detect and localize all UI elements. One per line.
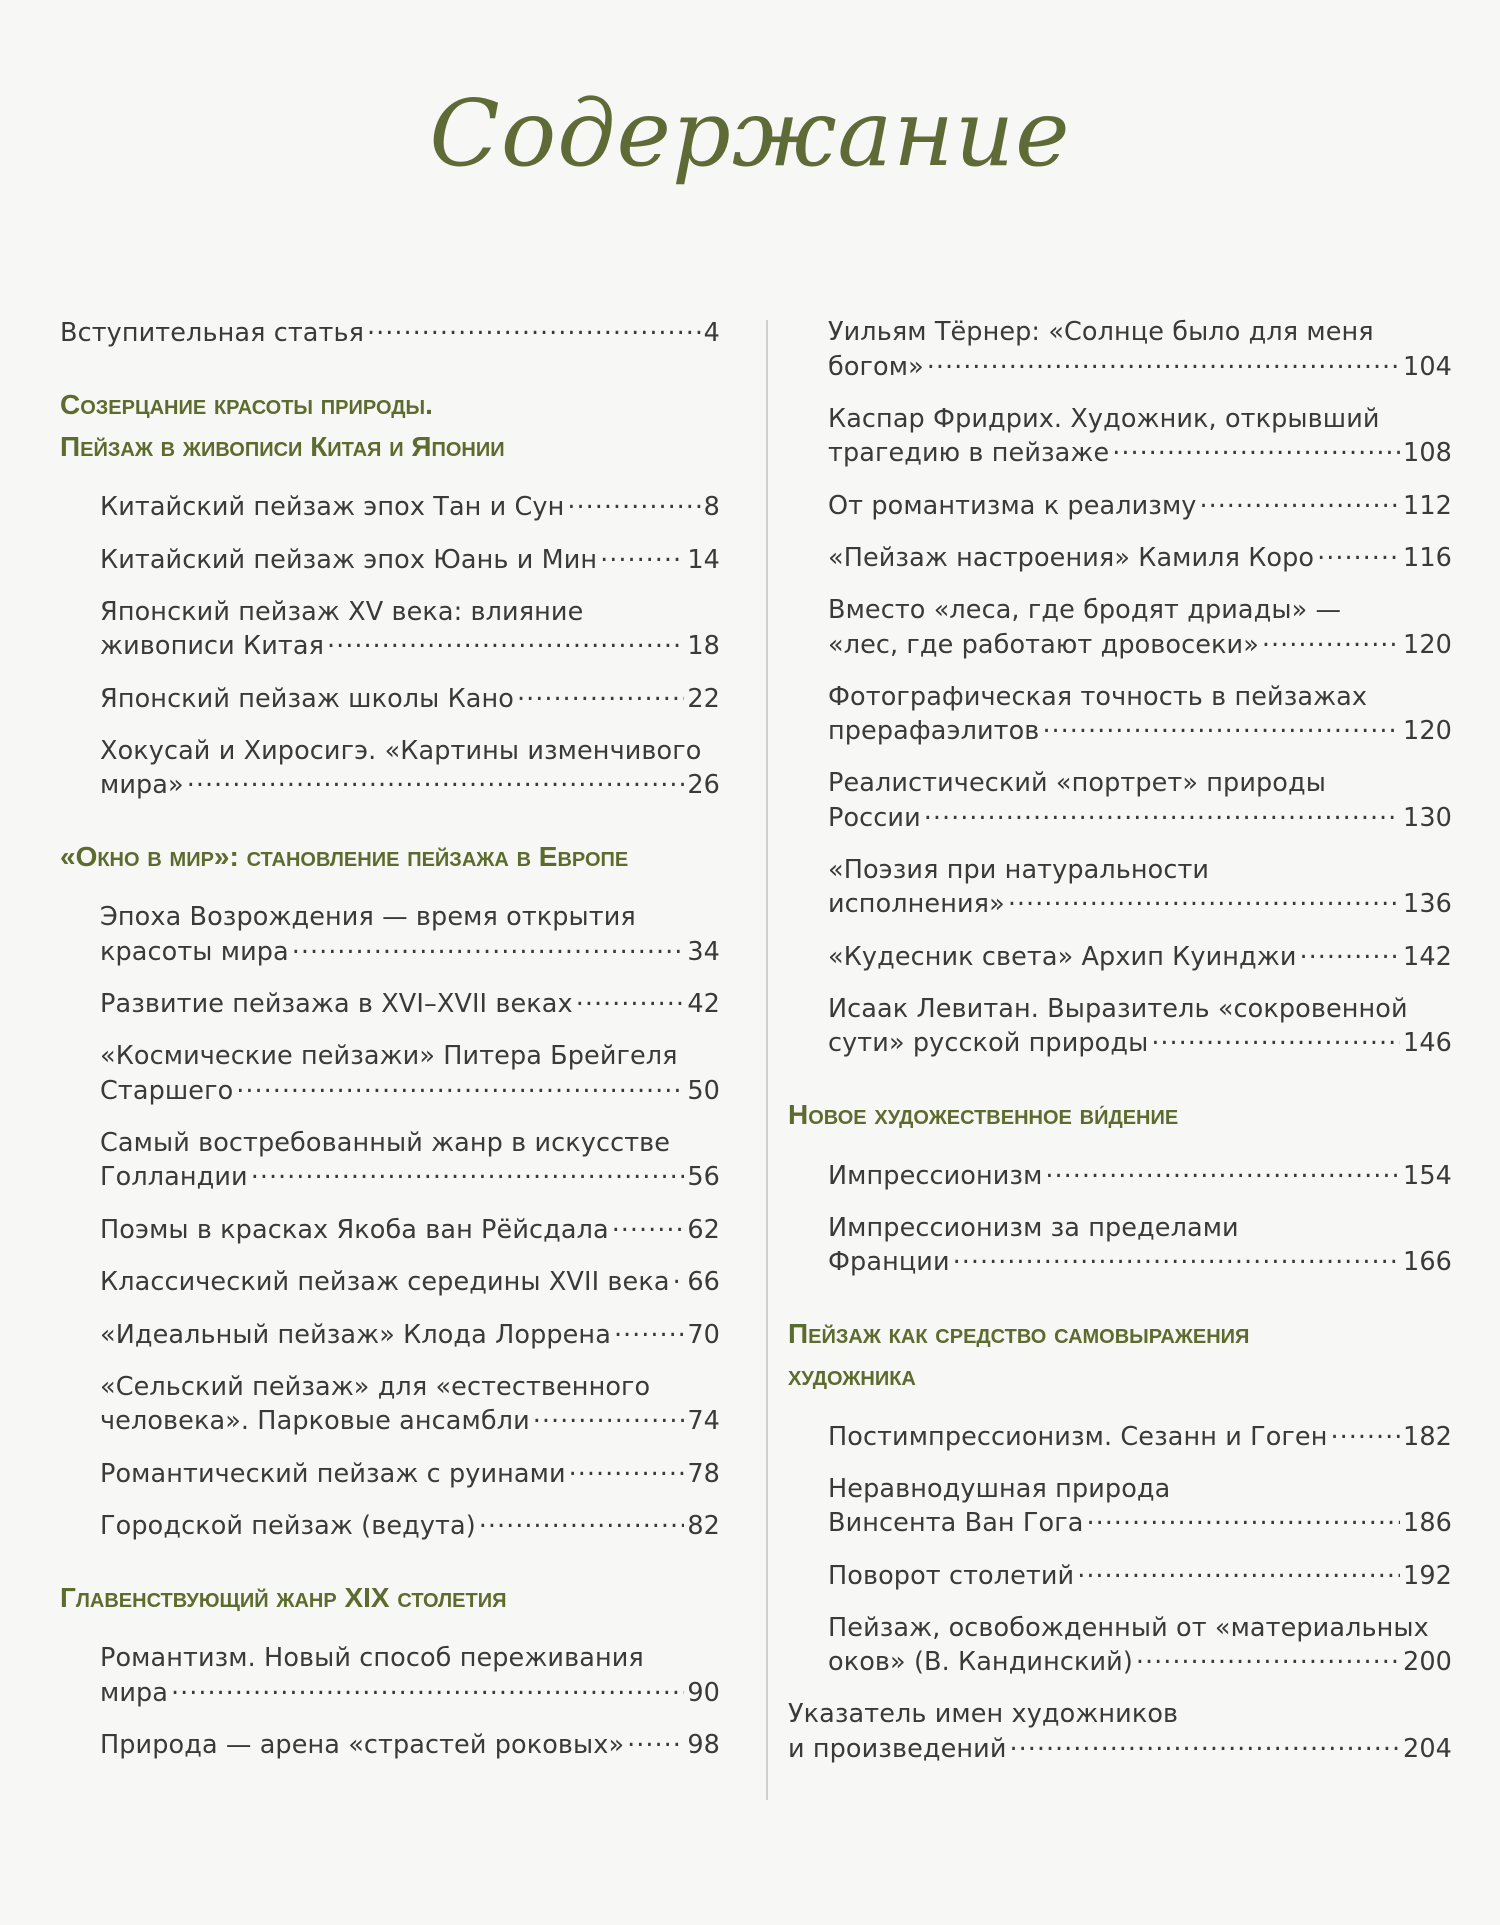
page-number: 42: [687, 989, 720, 1019]
toc-entry[interactable]: [100, 900, 720, 969]
section-heading: [788, 1313, 1452, 1397]
dot-leader: [517, 681, 684, 707]
toc-entry-title: Классический пейзаж середины XVII века: [100, 1267, 670, 1297]
page-number: 14: [687, 544, 720, 575]
toc-entry[interactable]: [100, 681, 720, 716]
page-number: 82: [687, 1511, 720, 1541]
dot-leader: [1077, 1558, 1400, 1584]
toc-entry[interactable]: [828, 680, 1452, 749]
toc-entry-title: Винсента Ван Гога: [828, 1508, 1084, 1538]
toc-entry-title: прерафаэлитов: [828, 716, 1040, 746]
toc-entry-title: Городской пейзаж (ведута): [100, 1511, 476, 1541]
page-number: 4: [703, 317, 720, 348]
dot-leader: [627, 1728, 684, 1754]
toc-entry[interactable]: [100, 1126, 720, 1195]
toc-entry-title-line: «Космические пейзажи» Питера Брейгеля: [100, 1041, 678, 1071]
page-number: 166: [1403, 1247, 1452, 1277]
dot-leader: [927, 349, 1400, 375]
toc-entry[interactable]: [100, 1456, 720, 1491]
dot-leader: [236, 1073, 684, 1099]
toc-entry-title-line: Уильям Тёрнер: «Солнце было для меня: [828, 317, 1374, 347]
toc-entry-title: Природа — арена «страстей роковых»: [100, 1730, 625, 1760]
toc-entry-title: «лес, где работают дровосеки»: [828, 629, 1259, 660]
toc-entry-title-line: Самый востребованный жанр в искусстве: [100, 1127, 671, 1158]
toc-entry[interactable]: [100, 1641, 720, 1710]
toc-entry-title: России: [828, 802, 921, 833]
toc-entry-title: Японский пейзаж школы Кано: [100, 683, 515, 714]
toc-entry-title: Романтический пейзаж с руинами: [100, 1458, 566, 1489]
dot-leader: [576, 987, 685, 1013]
toc-entry[interactable]: [828, 1419, 1452, 1454]
toc-entry-title: исполнения»: [828, 889, 1005, 919]
toc-entry[interactable]: [828, 766, 1452, 835]
dot-leader: [1136, 1645, 1400, 1671]
toc-entry[interactable]: [828, 992, 1452, 1061]
toc-entry-title-line: Каспар Фридрих. Художник, открывший: [828, 403, 1380, 434]
toc-entry[interactable]: [828, 853, 1452, 922]
toc-entry[interactable]: [100, 987, 720, 1022]
toc-entry[interactable]: [828, 593, 1452, 662]
toc-entry[interactable]: [788, 1697, 1452, 1766]
toc-entry[interactable]: [60, 315, 720, 350]
section-heading-line: художника: [788, 1360, 916, 1391]
toc-entry-title: мира»: [100, 770, 184, 800]
toc-entry-title: «Идеальный пейзаж» Клода Лоррена: [100, 1319, 611, 1350]
page-number: 90: [687, 1677, 720, 1708]
dot-leader: [1042, 714, 1400, 740]
dot-leader: [1262, 627, 1400, 653]
toc-entry-title: живописи Китая: [100, 631, 325, 661]
toc-entry-title: Постимпрессионизм. Сезанн и Гоген: [828, 1421, 1328, 1452]
toc-entry-title-line: Вместо «леса, где бродят дриады» —: [828, 595, 1342, 625]
section-heading-line: Созерцание красоты природы.: [60, 388, 433, 420]
toc-entry-title-line: Исаак Левитан. Выразитель «сокровенной: [828, 993, 1408, 1024]
dot-leader: [292, 934, 685, 960]
page-number: 34: [687, 936, 720, 967]
dot-leader: [600, 542, 684, 568]
page-number: 108: [1403, 438, 1452, 468]
toc-entry-title: и произведений: [788, 1733, 1007, 1764]
page-number: 56: [687, 1162, 720, 1192]
dot-leader: [673, 1265, 685, 1291]
toc-entry-title: Китайский пейзаж эпох Юань и Мин: [100, 544, 598, 575]
column-divider: [766, 320, 768, 1800]
page-number: 98: [687, 1730, 720, 1760]
toc-entry-title: мира: [100, 1677, 169, 1708]
toc-entry-title: Вступительная статья: [60, 317, 365, 348]
page-number: 22: [687, 683, 720, 714]
page-number: 8: [703, 492, 720, 522]
page-number: 74: [687, 1406, 720, 1436]
page-number: 78: [687, 1458, 720, 1489]
section-heading-line: Пейзаж как средство самовыражения: [788, 1318, 1250, 1349]
dot-leader: [1112, 436, 1400, 462]
dot-leader: [567, 490, 700, 516]
toc-entry[interactable]: [100, 1509, 720, 1544]
toc-entry[interactable]: [828, 488, 1452, 523]
dot-leader: [251, 1160, 685, 1186]
toc-entry[interactable]: [100, 1728, 720, 1763]
toc-entry-title: сути» русской природы: [828, 1028, 1149, 1058]
toc-entry-title-line: «Сельский пейзаж» для «естественного: [100, 1371, 651, 1402]
dot-leader: [1008, 887, 1400, 913]
toc-entry-title-line: Хокусай и Хиросигэ. «Картины изменчивого: [100, 735, 702, 766]
dot-leader: [1317, 541, 1400, 567]
page-number: 182: [1403, 1421, 1452, 1452]
page-number: 130: [1403, 802, 1452, 833]
section-heading-line: Пейзаж в живописи Китая и Японии: [60, 430, 505, 462]
page-number: 146: [1403, 1028, 1452, 1058]
section-heading: [788, 1094, 1452, 1136]
page-number: 62: [687, 1214, 720, 1245]
toc-entry-title: трагедию в пейзаже: [828, 438, 1110, 468]
toc-entry-title: Старшего: [100, 1075, 234, 1106]
page-number: 70: [687, 1319, 720, 1350]
dot-leader: [924, 800, 1400, 826]
dot-leader: [1300, 939, 1401, 965]
toc-entry-title-line: Романтизм. Новый способ переживания: [100, 1643, 644, 1673]
page-title: Содержание: [429, 80, 1071, 187]
toc-entry-title: Франции: [828, 1247, 950, 1277]
toc-entry[interactable]: [100, 1317, 720, 1352]
section-heading-line: Главенствующий жанр XIX столетия: [60, 1582, 507, 1613]
toc-entry[interactable]: [828, 315, 1452, 384]
toc-left-column: [60, 315, 720, 1780]
toc-entry[interactable]: [828, 939, 1452, 974]
toc-entry-title: человека». Парковые ансамбли: [100, 1406, 530, 1436]
toc-entry[interactable]: [100, 734, 720, 803]
page-number: 26: [687, 770, 720, 800]
dot-leader: [533, 1404, 685, 1430]
toc-entry-title: Импрессионизм: [828, 1160, 1043, 1191]
toc-entry[interactable]: [100, 1212, 720, 1247]
toc-entry-title: Голландии: [100, 1162, 248, 1192]
toc-entry[interactable]: [100, 595, 720, 664]
section-heading: [60, 1577, 720, 1619]
dot-leader: [327, 629, 684, 655]
toc-entry[interactable]: [828, 1158, 1452, 1193]
dot-leader: [953, 1245, 1400, 1271]
dot-leader: [171, 1675, 684, 1701]
page-number: 186: [1403, 1508, 1452, 1538]
toc-entry-title-line: Импрессионизм за пределами: [828, 1212, 1239, 1243]
section-heading: [60, 836, 720, 878]
toc-entry-title: «Кудесник света» Архип Куинджи: [828, 941, 1297, 972]
section-heading-line: Новое художественное ви́дение: [788, 1099, 1179, 1130]
page-number: 154: [1403, 1160, 1452, 1191]
section-heading-line: «Окно в мир»: становление пейзажа в Европе: [60, 841, 629, 872]
page-number: 116: [1403, 543, 1452, 573]
toc-entry-title: Поворот столетий: [828, 1560, 1075, 1591]
page-number: 192: [1403, 1560, 1452, 1591]
dot-leader: [1086, 1506, 1400, 1532]
toc-entry-title-line: Указатель имен художников: [788, 1699, 1179, 1729]
toc-entry-title: богом»: [828, 351, 924, 382]
toc-entry[interactable]: [828, 1472, 1452, 1541]
toc-entry-title: «Пейзаж настроения» Камиля Коро: [828, 543, 1315, 573]
page-number: 104: [1403, 351, 1452, 382]
page-number: 142: [1403, 941, 1452, 972]
dot-leader: [569, 1456, 685, 1482]
toc-entry-title-line: Фотографическая точность в пейзажах: [828, 681, 1368, 712]
page-number: 120: [1403, 716, 1452, 746]
toc-entry-title-line: Пейзаж, освобожденный от «материальных: [828, 1612, 1429, 1643]
toc-entry[interactable]: [828, 1611, 1452, 1680]
toc-entry[interactable]: [100, 490, 720, 525]
toc-entry[interactable]: [828, 1558, 1452, 1593]
toc-entry[interactable]: [100, 542, 720, 577]
dot-leader: [367, 315, 701, 341]
dot-leader: [1045, 1158, 1400, 1184]
page-number: 120: [1403, 629, 1452, 660]
dot-leader: [187, 768, 685, 794]
toc-entry-title: От романтизма к реализму: [828, 490, 1197, 521]
toc-entry-title: красоты мира: [100, 936, 289, 967]
page-number: 204: [1403, 1733, 1452, 1764]
toc-entry-title: Развитие пейзажа в XVI–XVII веках: [100, 989, 573, 1019]
page-number: 200: [1403, 1647, 1452, 1677]
toc-entry[interactable]: [828, 1211, 1452, 1280]
toc-entry-title-line: Реалистический «портрет» природы: [828, 768, 1326, 798]
page-number: 66: [687, 1267, 720, 1297]
dot-leader: [1010, 1731, 1400, 1757]
toc-entry-title-line: Неравнодушная природа: [828, 1473, 1171, 1504]
page-number: 50: [687, 1075, 720, 1106]
dot-leader: [1151, 1026, 1400, 1052]
toc-entry-title-line: Эпоха Возрождения — время открытия: [100, 902, 636, 932]
dot-leader: [614, 1317, 684, 1343]
section-heading: [60, 384, 720, 468]
page-number: 18: [687, 631, 720, 661]
dot-leader: [1199, 488, 1400, 514]
toc-entry-title: Поэмы в красках Якоба ван Рёйсдала: [100, 1214, 609, 1245]
page-number: 136: [1403, 889, 1452, 919]
toc-entry-title-line: «Поэзия при натуральности: [828, 854, 1210, 885]
dot-leader: [612, 1212, 685, 1238]
toc-entry[interactable]: [828, 541, 1452, 576]
toc-entry[interactable]: [828, 402, 1452, 471]
toc-entry-title: Китайский пейзаж эпох Тан и Сун: [100, 492, 565, 522]
toc-entry-title-line: Японский пейзаж XV века: влияние: [100, 596, 584, 627]
dot-leader: [479, 1509, 685, 1535]
toc-entry[interactable]: [100, 1039, 720, 1108]
dot-leader: [1331, 1419, 1401, 1445]
toc-entry-title: оков» (В. Кандинский): [828, 1647, 1133, 1677]
toc-entry[interactable]: [100, 1265, 720, 1300]
toc-entry[interactable]: [100, 1370, 720, 1439]
page-number: 112: [1403, 490, 1452, 521]
toc-right-column: [788, 315, 1452, 1784]
